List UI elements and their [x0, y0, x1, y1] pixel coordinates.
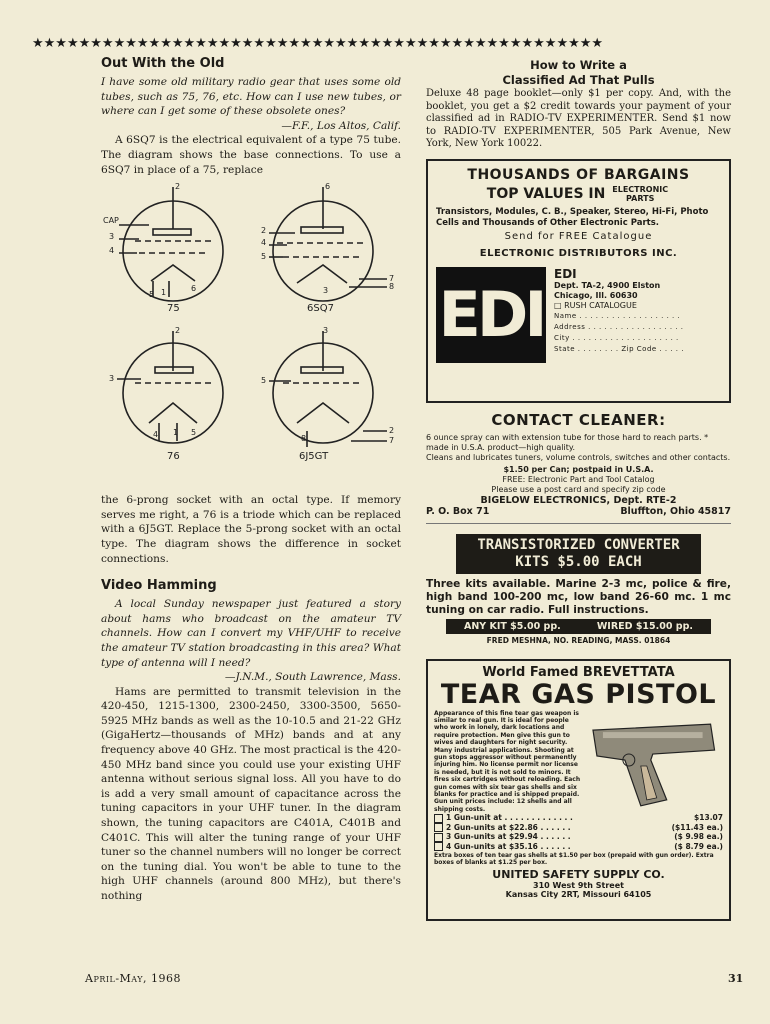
edi-company: ELECTRONIC DISTRIBUTORS INC. [479, 247, 678, 259]
svg-text:3: 3 [109, 374, 115, 384]
reader-question: I have some old military radio gear that uses some old tubes, such as 75, 76, etc. How can I use new tubes, or where can I get some of these obsolete ones? [101, 76, 401, 118]
ad1-text: Deluxe 48 page booklet—only $1 per copy. And, with the booklet, you get a $2 credit towards your payment of your classified ad in RADIO-TV EXPERIMENTER. Send $1 now to RADIO-TV EXPERIMENTER, 505 Park Avenue, New York, New York 10022. [426, 88, 731, 149]
svg-text:3: 3 [109, 232, 115, 242]
order-checkbox[interactable] [434, 833, 443, 842]
svg-text:2: 2 [389, 426, 395, 436]
svg-text:8: 8 [389, 282, 395, 292]
edi-items: Transistors, Modules, C. B., Speaker, Stereo, Hi-Fi, Photo Cells and Thousands of Other Electronic Parts. [436, 206, 709, 228]
svg-text:1: 1 [173, 428, 179, 438]
tear-gas-pistol-ad: World Famed BREVETTATA TEAR GAS PISTOL Appearance of this fine tear gas weapon is similar to real gun. It is ideal for people who work in lonely, dark locations and require protection. Men give this gun to wives and daughters for night security. Many industrial applications. Shooting at gun stops aggressor without permanently injuring him. No license permit nor license is needed, but it is not sold to minors. It fires six cartridges without reloading. Each gun comes with six tear gas shells and six blanks for practice and is shipped prepaid. Gun unit prices include: 12 shells and all shipping costs. 1 Gun-unit at . . . . . . . . . . . . . $13.07 2 Gun-units at $22.86 . . . . . . ($11.43 ea.) 3 Gun-units at $29.94 . . . . . . ($ 9.98 ea.) 4 Gun-units at $35.16 . . . . . . ($ 8.79 ea.) Extra boxes of ten tear gas shells at $1.50 per box (prepaid with gun order). Extra boxes of blanks at $1.25 per box. UNITED SAFETY SUPPLY CO. 310 West 9th Street Kansas City 2RT, Missouri 64105 [426, 659, 731, 921]
united-safety-company: UNITED SAFETY SUPPLY CO. [492, 867, 665, 881]
ad1-title: How to Write a Classified Ad That Pulls [502, 58, 655, 87]
order-checkbox[interactable] [434, 814, 443, 823]
edi-subheadline: TOP VALUES IN ELECTRONIC PARTS [486, 184, 669, 203]
reader-signature-2: —J.N.M., South Lawrence, Mass. [224, 671, 401, 684]
left-column [101, 56, 401, 904]
svg-text:2: 2 [175, 182, 181, 192]
tube-label-6sq7: 6SQ7 [307, 303, 334, 315]
svg-text:1: 1 [161, 288, 167, 298]
tube-base-diagram [101, 179, 401, 485]
order-options: 1 Gun-unit at . . . . . . . . . . . . . $13.07 2 Gun-units at $22.86 . . . . . . ($11.43 ea.) 3 Gun-units at $29.94 . . . . . . ($ 9.98 ea.) 4 Gun-units at $35.16 . . . . . . ($ 8.79 ea.) [434, 813, 723, 851]
united-safety-city: Kansas City 2RT, Missouri 64105 [505, 889, 652, 899]
svg-text:5: 5 [149, 290, 155, 300]
svg-text:3: 3 [323, 326, 329, 336]
svg-text:3: 3 [323, 286, 329, 296]
section-title-out-with-the-old: Out With the Old [101, 56, 225, 71]
united-safety-address: 310 West 9th Street [533, 880, 624, 890]
svg-text:2: 2 [261, 226, 267, 236]
svg-text:5: 5 [261, 252, 267, 262]
star-border: ★★★★★★★★★★★★★★★★★★★★★★★★★★★★★★★★★★★★★★★★★★★★★★★★★ [32, 36, 604, 51]
right-column [426, 58, 731, 921]
svg-text:5: 5 [261, 376, 267, 386]
converter-banner: TRANSISTORIZED CONVERTER KITS $5.00 EACH [456, 534, 701, 574]
svg-text:6: 6 [191, 284, 197, 294]
edi-send: Send for FREE Catalogue [504, 230, 653, 242]
price-strip: ANY KIT $5.00 pp. WIRED $15.00 pp. [446, 619, 711, 634]
edi-coupon: EDI Dept. TA-2, 4900 Elston Chicago, Ill. 60630 □ RUSH CATALOGUE Name . . . . . . . . . . . . . . . . . . . Address . . . . . . . . . . . . . . . . . . City . . . . . . . . . . . . . . . . . . . . State . . . . . . . . Zip Code . . . . . [554, 266, 684, 353]
answer-paragraph: A 6SQ7 is the electrical equivalent of a type 75 tube. The diagram shows the base connections. To use a 6SQ7 in place of a 75, replace [101, 134, 401, 176]
svg-text:8: 8 [301, 434, 307, 444]
edi-headline: THOUSANDS OF BARGAINS [467, 166, 690, 183]
svg-text:5: 5 [191, 428, 197, 438]
bigelow-ad: CONTACT CLEANER: 6 ounce spray can with extension tube for those hard to reach parts. * made in U.S.A. product—high quality. Cleans and lubricates tuners, volume controls, switches and other contacts. $1.50 per Can; postpaid in U.S.A. FREE: Electronic Part and Tool Catalog Please use a post card and specify zip code BIGELOW ELECTRONICS, Dept. RTE-2 P. O. Box 71 Bluffton, Ohio 45817 [426, 410, 731, 517]
svg-text:4: 4 [153, 430, 159, 440]
answer-continued: the 6-prong socket with an octal type. If memory serves me right, a 76 is a triode which can be replaced with a 6J5GT. Replace the 5-prong socket with an octal type. The diagram shows the difference in socket connections. [101, 494, 401, 565]
tube-label-6j5gt: 6J5GT [299, 451, 329, 463]
meshna-ad [426, 534, 731, 645]
page-number: 31 [728, 972, 744, 985]
svg-text:6: 6 [325, 182, 331, 192]
reader-question-2: A local Sunday newspaper just featured a story about hams who broadcast on the amateur TV channels. How can I convert my VHF/UHF to receive the amateur TV station broadcasting in this area? What type of antenna will I need? [101, 598, 401, 669]
tube-label-75: 75 [167, 303, 180, 315]
tube-label-76: 76 [167, 451, 180, 463]
svg-text:2: 2 [175, 326, 181, 336]
edi-ad [426, 159, 731, 403]
answer-paragraph-2: Hams are permitted to transmit television in the 420-450, 1215-1300, 2300-2450, 3300-3500, 5650-5925 MHz bands as well as the 10-10.5 and 21-22 GHz (GigaHertz—thousands of MHz) bands and at any frequency above 40 GHz. The most practical is the 420-450 MHz band since you could use your existing UHF antenna without serious signal loss. All you have to do is add a very small amount of capacitance across the tuning capacitors in your UHF tuner. In the diagram shown, the tuning capacitors are C401A, C401B and C401C. This will alter the tuning range of your UHF tuner so the channel numbers will no longer be correct on the tuning dial. You won't be able to tune to the high UHF channels (around 800 MHz), but there's nothing [101, 685, 401, 902]
order-checkbox[interactable] [434, 842, 443, 851]
converter-text: Three kits available. Marine 2-3 mc, police & fire, high band 100-200 mc, low band 26-60 mc. 1 mc tuning on car radio. Full instructions. [426, 577, 731, 616]
meshna-company: FRED MESHNA, NO. READING, MASS. 01864 [486, 635, 671, 645]
reader-signature: —F.F., Los Altos, Calif. [281, 119, 401, 132]
issue-date: April-May, 1968 [85, 972, 182, 985]
svg-text:4: 4 [261, 238, 267, 248]
pistol-image [583, 710, 723, 810]
extra-boxes: Extra boxes of ten tear gas shells at $1.50 per box (prepaid with gun order). Extra boxes of blanks at $1.25 per box. [434, 851, 714, 866]
svg-text:7: 7 [389, 274, 395, 284]
order-checkbox[interactable] [434, 823, 443, 832]
edi-logo: EDI [436, 267, 546, 363]
section-title-video-hamming: Video Hamming [101, 578, 217, 594]
svg-text:7: 7 [389, 436, 395, 446]
svg-text:4: 4 [109, 246, 115, 256]
svg-text:CAP: CAP [103, 216, 119, 226]
